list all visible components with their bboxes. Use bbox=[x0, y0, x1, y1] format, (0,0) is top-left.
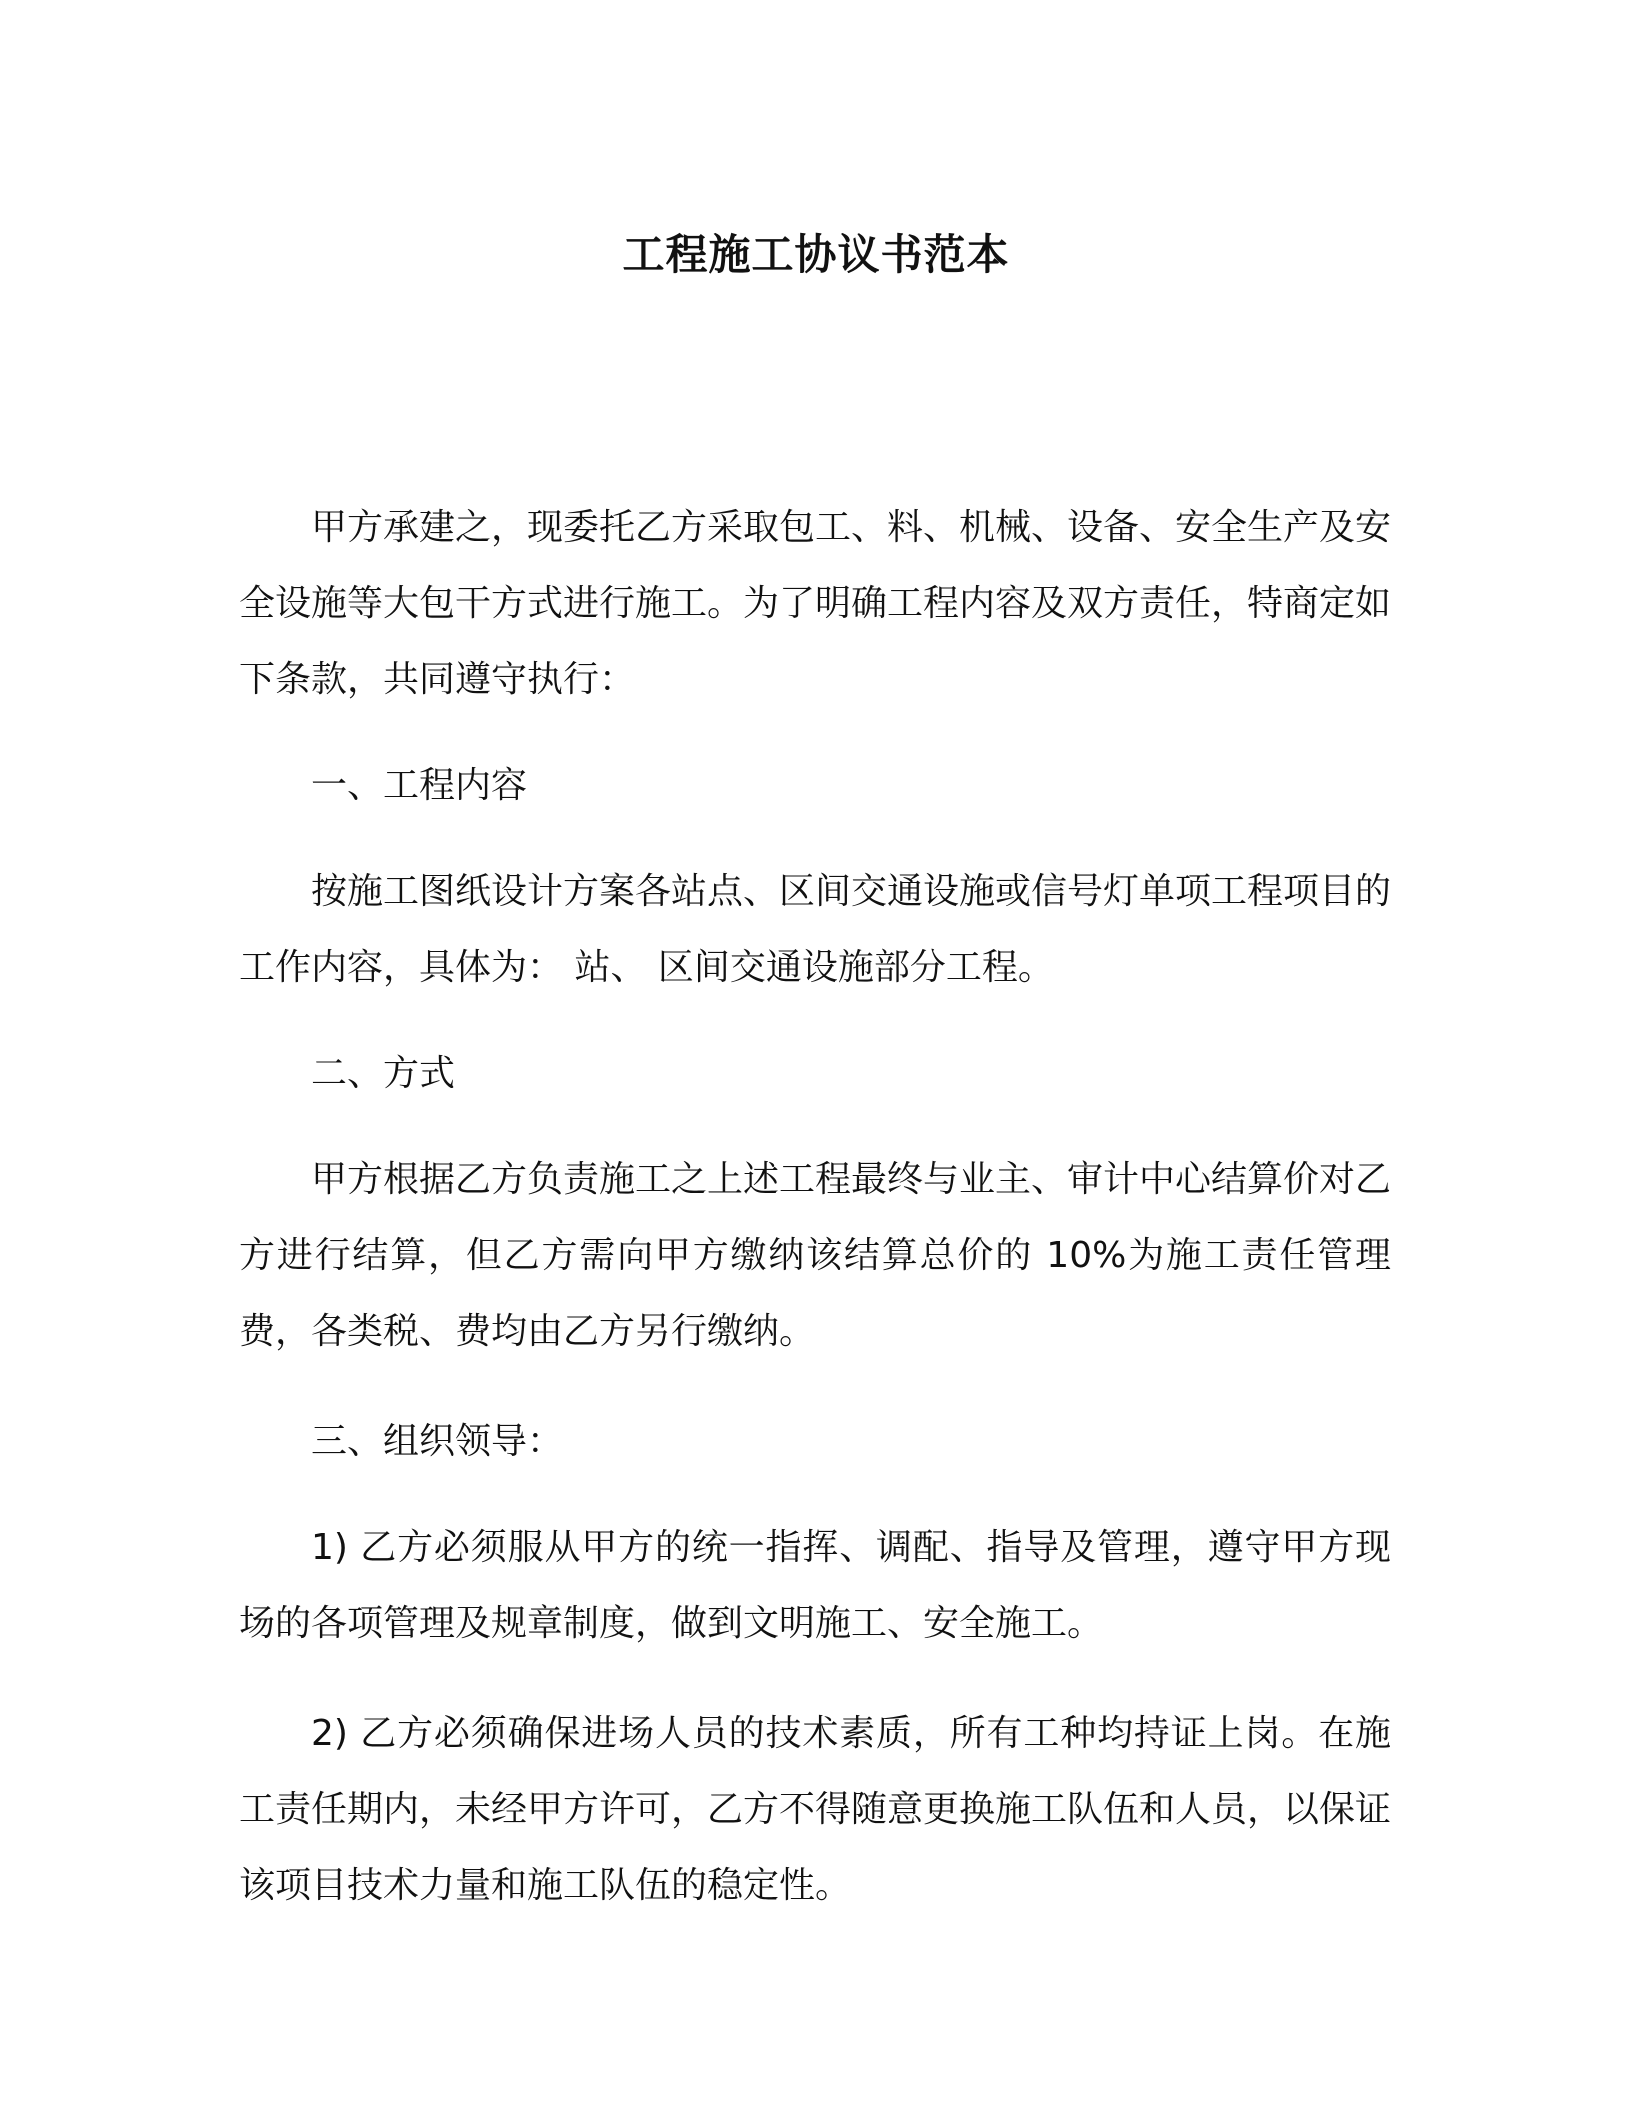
section-3-item-1: 1) 乙方必须服从甲方的统一指挥、调配、指导及管理，遵守甲方现场的各项管理及规章制度，做到文明施工、安全施工。 bbox=[239, 1527, 1391, 1644]
section-heading-2: 二、方式 bbox=[311, 1053, 456, 1094]
section-3-item-2: 2) 乙方必须确保进场人员的技术素质，所有工种均持证上岗。在施工责任期内，未经甲方许可，乙方不得随意更换施工队伍和人员，以保证该项目技术力量和施工队伍的稳定性。 bbox=[239, 1713, 1392, 1906]
document-title: 工程施工协议书范本 bbox=[622, 230, 1010, 279]
intro-paragraph: 甲方承建之，现委托乙方采取包工、料、机械、设备、安全生产及安全设施等大包干方式进行施工。为了明确工程内容及双方责任，特商定如下条款，共同遵守执行： bbox=[239, 507, 1392, 700]
document-body bbox=[239, 490, 1391, 1924]
section-2-paragraph: 甲方根据乙方负责施工之上述工程最终与业主、审计中心结算价对乙方进行结算，但乙方需向甲方缴纳该结算总价的 10%为施工责任管理费，各类税、费均由乙方另行缴纳。 bbox=[239, 1159, 1392, 1352]
section-1-paragraph: 按施工图纸设计方案各站点、区间交通设施或信号灯单项工程项目的工作内容，具体为： 站、 区间交通设施部分工程。 bbox=[239, 871, 1392, 988]
section-heading-1: 一、工程内容 bbox=[311, 765, 528, 806]
section-heading-3: 三、组织领导： bbox=[311, 1421, 564, 1462]
